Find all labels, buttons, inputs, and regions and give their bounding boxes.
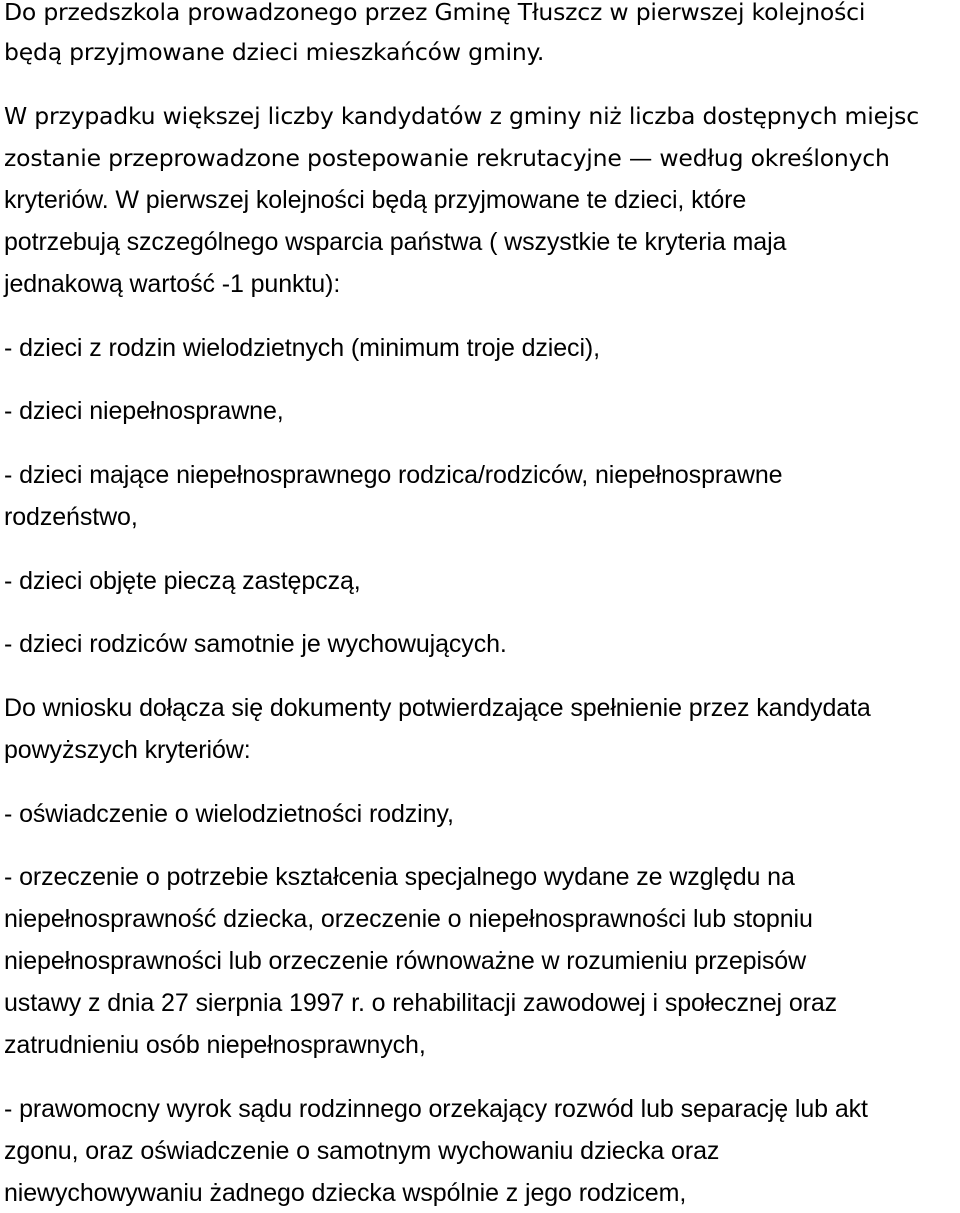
text-line: będą przyjmowane dzieci mieszkańców gminy. xyxy=(4,38,545,66)
text-line: powyższych kryteriów: xyxy=(4,736,251,764)
list-item-continuation: niewychowywaniu żadnego dziecka wspólnie z jego rodzicem, xyxy=(4,1179,687,1207)
list-item: - dzieci objęte pieczą zastępczą, xyxy=(4,567,361,595)
text-line: W przypadku większej liczby kandydatów z gminy niż liczba dostępnych miejsc xyxy=(4,102,919,130)
list-item: - prawomocny wyrok sądu rodzinnego orzekający rozwód lub separację lub akt xyxy=(4,1095,868,1123)
list-item: - orzeczenie o potrzebie kształcenia specjalnego wydane ze względu na xyxy=(4,863,795,891)
list-item-continuation: zatrudnieniu osób niepełnosprawnych, xyxy=(4,1031,426,1059)
list-item: - oświadczenie o wielodzietności rodziny, xyxy=(4,800,454,828)
text-line: Do przedszkola prowadzonego przez Gminę Tłuszcz w pierwszej kolejności xyxy=(4,0,866,26)
list-item-continuation: niepełnosprawności lub orzeczenie równoważne w rozumieniu przepisów xyxy=(4,947,807,975)
text-line: zostanie przeprowadzone postepowanie rekrutacyjne — według określonych xyxy=(4,144,890,172)
text-line: potrzebują szczególnego wsparcia państwa ( wszystkie te kryteria maja xyxy=(4,228,787,256)
list-item-continuation: rodzeństwo, xyxy=(4,503,138,531)
text-line: Do wniosku dołącza się dokumenty potwierdzające spełnienie przez kandydata xyxy=(4,694,871,722)
list-item: - dzieci niepełnosprawne, xyxy=(4,397,284,425)
list-item-continuation: niepełnosprawność dziecka, orzeczenie o niepełnosprawności lub stopniu xyxy=(4,905,813,933)
list-item: - dzieci z rodzin wielodzietnych (minimum troje dzieci), xyxy=(4,334,600,362)
list-item: - dzieci rodziców samotnie je wychowujących. xyxy=(4,630,507,658)
list-item-continuation: ustawy z dnia 27 sierpnia 1997 r. o rehabilitacji zawodowej i społecznej oraz xyxy=(4,989,838,1017)
text-line: kryteriów. W pierwszej kolejności będą przyjmowane te dzieci, które xyxy=(4,186,747,214)
list-item: - dzieci mające niepełnosprawnego rodzica/rodziców, niepełnosprawne xyxy=(4,461,783,489)
text-line: jednakową wartość -1 punktu): xyxy=(4,270,341,298)
list-item-continuation: zgonu, oraz oświadczenie o samotnym wychowaniu dziecka oraz xyxy=(4,1137,720,1165)
